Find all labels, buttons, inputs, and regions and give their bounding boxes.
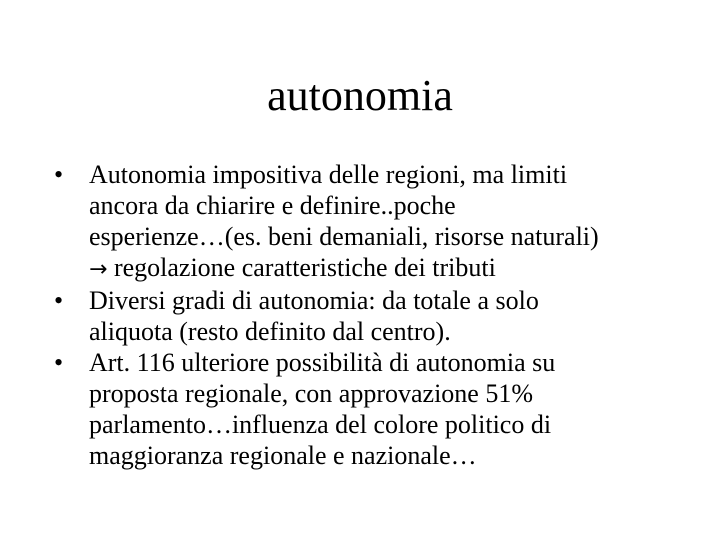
bullet-list — [54, 159, 694, 471]
bullet-item-1 — [54, 159, 694, 285]
bullet-line: proposta regionale, con approvazione 51% — [89, 379, 534, 408]
bullet-line: maggioranza regionale e nazionale… — [89, 441, 477, 470]
bullet-item-3 — [54, 347, 694, 471]
bullet-item-2 — [54, 285, 694, 347]
bullet-line: ancora da chiarire e definire..poche — [89, 191, 456, 220]
bullet-line: Autonomia impositiva delle regioni, ma limiti — [89, 160, 568, 189]
bullet-line: aliquota (resto definito dal centro). — [89, 317, 451, 346]
bullet-line: esperienze…(es. beni demaniali, risorse naturali) — [89, 222, 599, 251]
right-arrow-icon: → — [89, 257, 108, 282]
bullet-line: Art. 116 ulteriore possibilità di autonomia su — [89, 348, 556, 377]
bullet-marker: • — [54, 160, 64, 189]
slide-title: autonomia — [267, 71, 453, 120]
bullet-line: Diversi gradi di autonomia: da totale a solo — [89, 286, 539, 315]
bullet-marker: • — [54, 286, 64, 315]
bullet-line-with-arrow — [89, 252, 694, 285]
bullet-marker: • — [54, 348, 64, 377]
bullet-line: parlamento…influenza del colore politico di — [89, 410, 552, 439]
bullet-line: regolazione caratteristiche dei tributi — [113, 253, 496, 282]
